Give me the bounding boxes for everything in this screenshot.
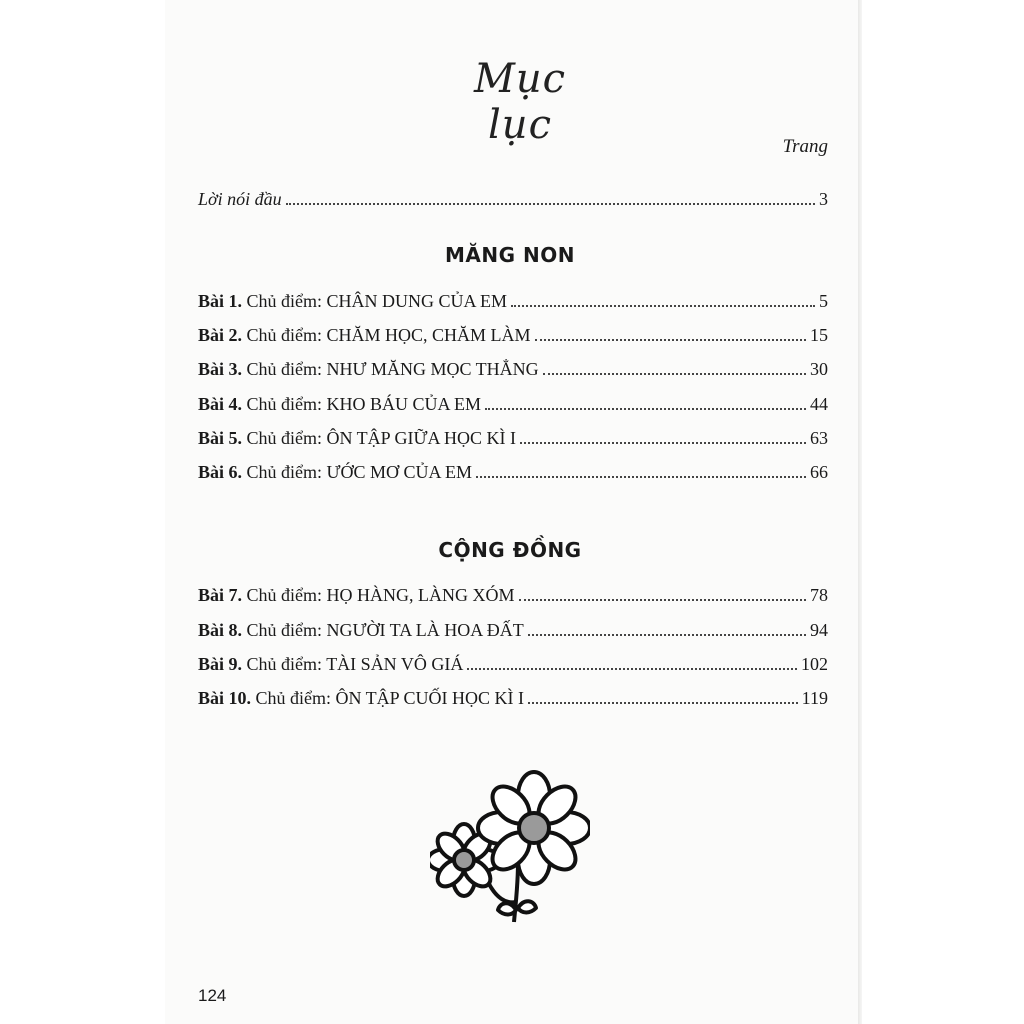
toc-page-number: 30 [810,359,828,379]
toc-page-number: 15 [810,325,828,345]
lesson-topic: Chủ điểm: ÔN TẬP GIỮA HỌC KÌ I [246,428,516,448]
lesson-topic: Chủ điểm: ƯỚC MƠ CỦA EM [246,462,472,482]
dot-leader [535,339,806,341]
toc-row [198,288,828,312]
dot-leader [543,373,806,375]
page-edge [858,0,862,1024]
toc-label: Lời nói đầu [198,189,282,209]
toc-row [198,391,828,415]
toc-page-number: 102 [801,654,828,674]
toc-row [198,322,828,346]
toc-row [198,685,828,709]
lesson-topic: Chủ điểm: NHƯ MĂNG MỌC THẲNG [246,359,539,379]
dot-leader [485,408,806,410]
flower-icon [430,770,590,930]
dot-leader [528,634,806,636]
toc-page-number: 63 [810,428,828,448]
toc-page-number: 5 [819,291,828,311]
dot-leader [286,203,815,205]
toc-row [198,582,828,606]
section-heading: MĂNG NON [445,243,575,267]
page-column-header: Trang [782,136,828,157]
section-heading: CỘNG ĐỒNG [438,538,582,562]
toc-page-number: 66 [810,462,828,482]
dot-leader [528,702,798,704]
lesson-number: Bài 9. [198,654,243,674]
lesson-topic: Chủ điểm: CHÂN DUNG CỦA EM [246,291,508,311]
dot-leader [519,599,806,601]
dot-leader [467,668,797,670]
lesson-topic: Chủ điểm: NGƯỜI TA LÀ HOA ĐẤT [246,620,524,640]
lesson-number: Bài 1. [198,291,243,311]
toc-row [198,651,828,675]
dot-leader [476,476,806,478]
lesson-topic: Chủ điểm: TÀI SẢN VÔ GIÁ [246,654,464,674]
toc-row [198,425,828,449]
toc-row-preface [198,186,828,210]
toc-row [198,356,828,380]
toc-page-number: 94 [810,620,828,640]
toc-row [198,459,828,483]
lesson-number: Bài 2. [198,325,243,345]
lesson-number: Bài 5. [198,428,243,448]
lesson-number: Bài 7. [198,585,243,605]
dot-leader [511,305,815,307]
toc-row [198,617,828,641]
lesson-topic: Chủ điểm: KHO BÁU CỦA EM [246,394,482,414]
page-title: Mục lục [473,56,567,148]
lesson-topic: Chủ điểm: ÔN TẬP CUỐI HỌC KÌ I [255,688,525,708]
lesson-topic: Chủ điểm: HỌ HÀNG, LÀNG XÓM [246,585,515,605]
toc-page-number: 3 [819,189,828,209]
lesson-number: Bài 3. [198,359,243,379]
lesson-number: Bài 6. [198,462,243,482]
toc-page-number: 78 [810,585,828,605]
toc-page-number: 119 [801,688,828,708]
toc-page-number: 44 [810,394,828,414]
dot-leader [520,442,806,444]
lesson-number: Bài 8. [198,620,243,640]
page-number: 124 [198,986,227,1005]
lesson-number: Bài 4. [198,394,243,414]
lesson-number: Bài 10. [198,688,252,708]
lesson-topic: Chủ điểm: CHĂM HỌC, CHĂM LÀM [246,325,531,345]
